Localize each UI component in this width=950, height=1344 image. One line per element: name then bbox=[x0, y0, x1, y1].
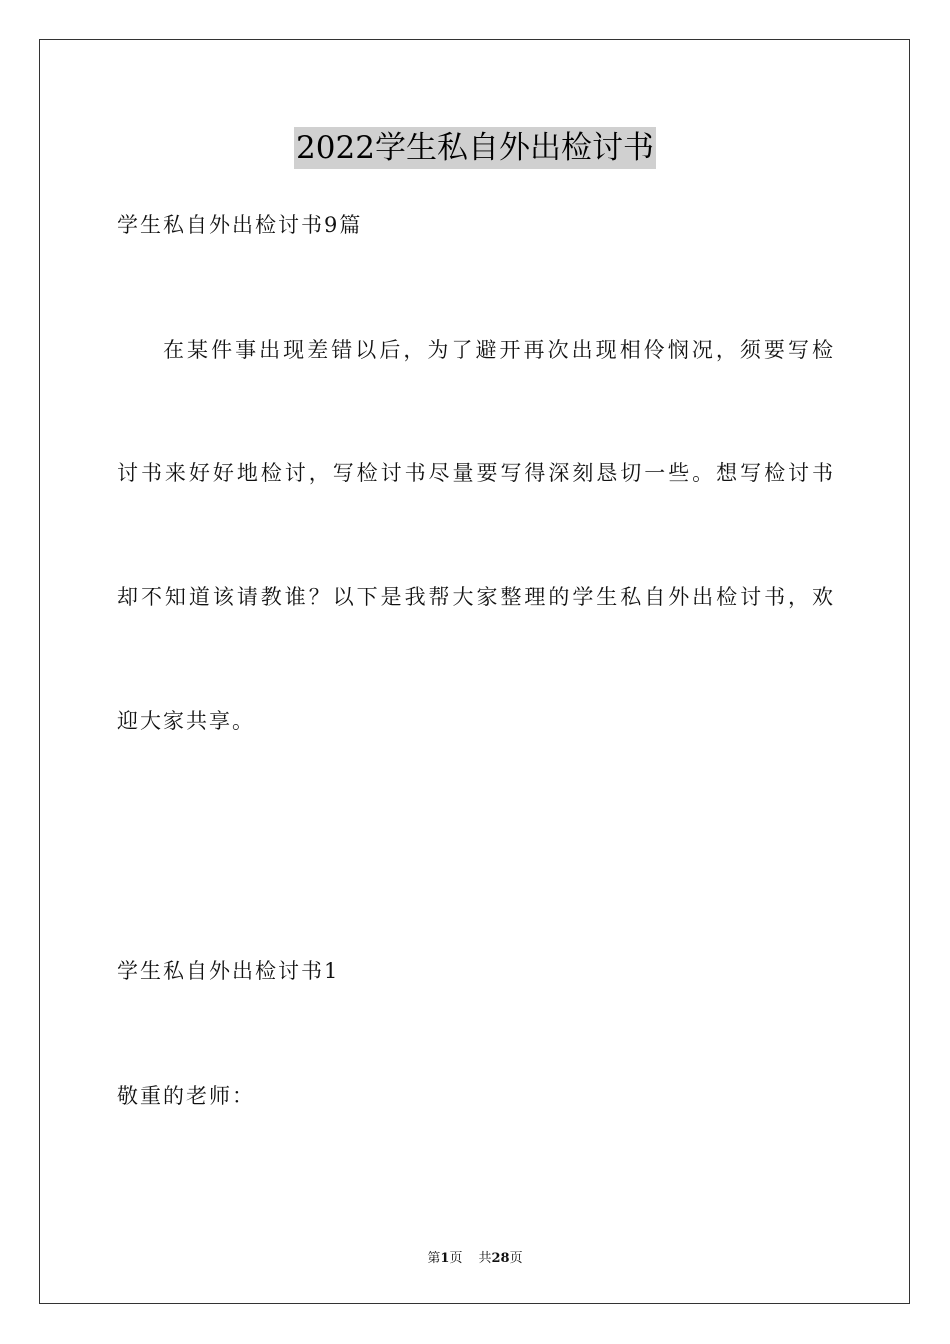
total-suffix: 页 bbox=[509, 1251, 523, 1266]
title-container bbox=[0, 127, 950, 169]
page-number: 1 bbox=[440, 1251, 450, 1266]
paragraph-line-2: 讨书来好好地检讨，写检讨书尽量要写得深刻恳切一些。想写检讨书 bbox=[117, 461, 833, 485]
page-footer bbox=[0, 1247, 950, 1266]
paragraph-line-4: 迎大家共享。 bbox=[117, 709, 255, 733]
paragraph-line-3: 却不知道该请教谁？以下是我帮大家整理的学生私自外出检讨书，欢 bbox=[117, 585, 833, 609]
paragraph-line-1: 在某件事出现差错以后，为了避开再次出现相伶悯况，须要写检 bbox=[163, 338, 833, 362]
total-prefix: 共 bbox=[478, 1251, 492, 1266]
total-pages: 28 bbox=[491, 1251, 510, 1266]
section-heading: 学生私自外出检讨书1 bbox=[117, 959, 340, 983]
page-suffix: 页 bbox=[449, 1251, 463, 1266]
salutation: 敬重的老师： bbox=[117, 1084, 255, 1108]
page-prefix: 第 bbox=[427, 1251, 441, 1266]
document-subtitle: 学生私自外出检讨书9篇 bbox=[117, 213, 363, 237]
document-title: 2022学生私自外出检讨书 bbox=[294, 127, 656, 169]
